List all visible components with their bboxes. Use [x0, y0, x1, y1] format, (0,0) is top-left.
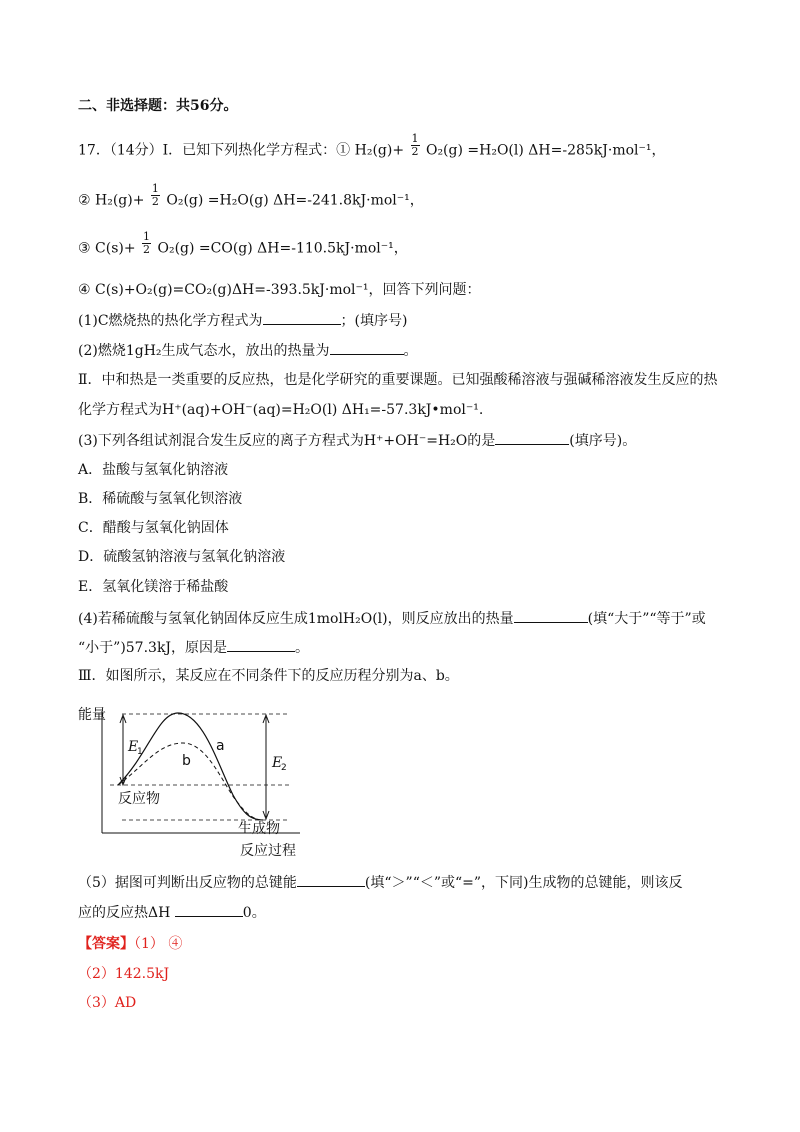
q4-blank2[interactable] [227, 637, 295, 652]
q5-blank2[interactable] [175, 902, 243, 917]
eq1-h2: H₂(g)+ [354, 142, 405, 159]
option-d: D．硫酸氢钠溶液与氢氧化钠溶液 [78, 549, 286, 565]
q17-eq4-line: ④ C(s)+O₂(g)=CO₂(g)ΔH=-393.5kJ·mol⁻¹，回答下列问题： [78, 282, 481, 298]
q4-text: (4)若稀硫酸与氢氧化钠固体反应生成1molH₂O(l)，则反应放出的热量 [78, 611, 514, 627]
q17-eq2-line [78, 182, 424, 213]
product-label: 生成物 [238, 821, 280, 837]
eq2-rest: =H₂O(g) ΔH=-241.8kJ·mol⁻¹， [207, 192, 424, 209]
q3-blank[interactable] [495, 430, 569, 445]
q4-tail1: (填“大于”“等于”或 [587, 611, 706, 627]
e2-label: E [272, 755, 283, 771]
curve-b-label: b [182, 753, 191, 769]
q2-text: (2)燃烧1gH₂生成气态水，放出的热量为 [78, 343, 330, 359]
q5-text2: 应的反应热ΔH [78, 905, 171, 921]
option-b: B．稀硫酸与氢氧化钡溶液 [78, 491, 243, 507]
e1-label: E [128, 739, 139, 755]
q5-line1 [78, 872, 683, 893]
q17-intro: 17．（14分）Ⅰ．已知下列热化学方程式：① [78, 142, 351, 159]
section-title: 二、非选择题：共56分。 [78, 98, 238, 114]
answer-line3: （3）AD [78, 995, 137, 1011]
q5-line2 [78, 902, 266, 923]
eq3-rest: =CO(g) ΔH=-110.5kJ·mol⁻¹， [198, 240, 408, 257]
frac-num: 1 [143, 230, 151, 243]
q4-tail2: 。 [295, 640, 310, 656]
eq3-fraction [142, 231, 151, 256]
q2-blank[interactable] [330, 340, 404, 355]
reactant-label: 反应物 [118, 791, 160, 807]
answer-heading: 【答案】 [78, 936, 134, 952]
eq2-h2: H₂(g)+ [95, 192, 145, 209]
q17-eq3-line [78, 230, 408, 261]
eq3-c: C(s)+ [95, 240, 136, 257]
q4-line1 [78, 608, 706, 629]
q4-text2: “小于”)57.3kJ，原因是 [78, 640, 228, 656]
option-c: C．醋酸与氢氧化钠固体 [78, 520, 229, 536]
curve-a-label: a [216, 738, 225, 754]
part2-line1: Ⅱ．中和热是一类重要的反应热，也是化学研究的重要课题。已知强酸稀溶液与强碱稀溶液发生反应的热 [78, 372, 718, 388]
eq2-circ: ② [78, 192, 91, 209]
q5-tail1: (填“＞”“＜”或“=”，下同)生成物的总键能，则该反 [364, 875, 683, 891]
eq1-fraction [411, 133, 420, 158]
q3-text: (3)下列各组试剂混合发生反应的离子方程式为H⁺+OH⁻=H₂O的是 [78, 433, 496, 449]
q2-line [78, 340, 418, 361]
part2-line2: 化学方程式为H⁺(aq)+OH⁻(aq)=H₂O(l) ΔH₁=-57.3kJ•mol⁻¹. [78, 402, 484, 418]
q5-blank1[interactable] [297, 872, 365, 887]
q1-text: (1)C燃烧热的热化学方程式为 [78, 313, 263, 329]
frac-num: 1 [411, 132, 419, 145]
frac-den: 2 [151, 195, 159, 208]
q3-tail: (填序号)。 [569, 433, 637, 449]
answer-line1 [78, 934, 182, 954]
eq2-o2: O₂(g) [166, 192, 204, 209]
x-axis-label: 反应过程 [240, 843, 296, 859]
eq3-o2: O₂(g) [157, 240, 195, 257]
q5-text: （5）据图可判断出反应物的总键能 [78, 875, 297, 891]
eq1-o2: O₂(g) [425, 142, 463, 159]
answer-line2: （2）142.5kJ [78, 966, 170, 982]
frac-num: 1 [151, 182, 159, 195]
eq2-fraction [151, 183, 160, 208]
answer-1-value: ④ [168, 936, 183, 952]
q17-eq1-line [78, 132, 666, 163]
frac-den: 2 [411, 145, 419, 158]
e2-subscript: 2 [281, 763, 287, 773]
q1-blank[interactable] [263, 310, 341, 325]
energy-diagram [78, 695, 310, 865]
q1-tail: ；(填序号) [340, 313, 408, 329]
e1-subscript: 1 [137, 747, 143, 757]
frac-den: 2 [143, 243, 151, 256]
option-a: A．盐酸与氢氧化钠溶液 [78, 462, 229, 478]
part3-line: Ⅲ．如图所示，某反应在不同条件下的反应历程分别为a、b。 [78, 668, 459, 684]
answer-1-num: （1） [134, 936, 164, 952]
q4-blank1[interactable] [514, 608, 588, 623]
y-axis-label: 能量 [78, 707, 106, 723]
option-e: E．氢氧化镁溶于稀盐酸 [78, 579, 229, 595]
q3-line [78, 430, 636, 451]
eq1-rest: =H₂O(l) ΔH=-285kJ·mol⁻¹， [467, 142, 666, 159]
q5-tail2: 0。 [242, 905, 266, 921]
q4-line2 [78, 637, 309, 658]
q2-tail: 。 [403, 343, 418, 359]
q1-line [78, 310, 407, 331]
eq3-circ: ③ [78, 240, 91, 257]
